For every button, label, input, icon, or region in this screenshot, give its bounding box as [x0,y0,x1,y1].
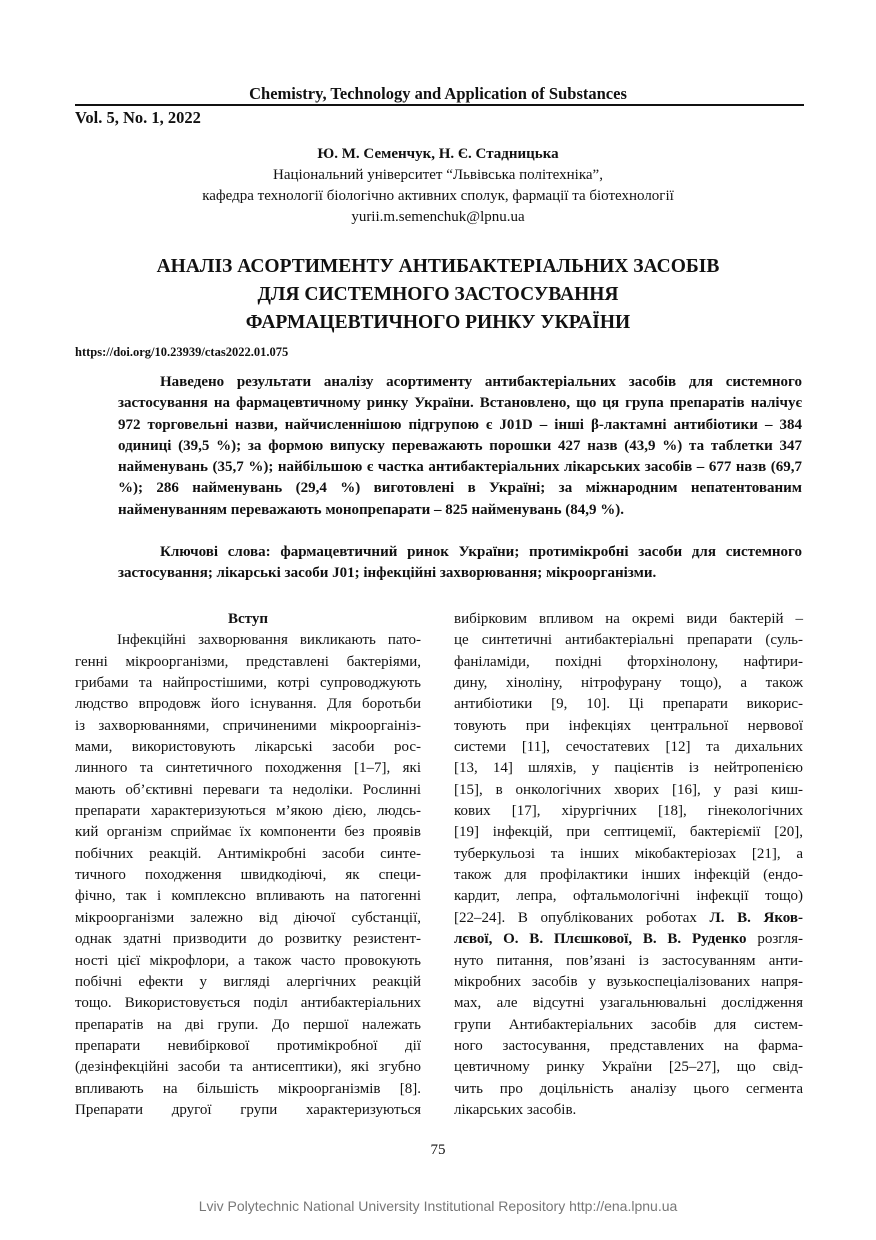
text-line: впливають на більшість мікроорганізмів [8]. [75,1080,421,1097]
title-line-3: ФАРМАЦЕВТИЧНОГО РИНКУ УКРАЇНИ [245,312,631,333]
text-line: мікроорганізми залежно від діючої субстанції, [75,909,421,926]
text-line: мами, використовують лікарські засоби рос- [75,739,421,756]
text-line: кових [17], хірургічних [18], гінекологічних [454,803,803,820]
paper-title [0,253,876,337]
text-line: туберкульозі та інших мікобактеріозах [21], а [454,845,803,862]
text-line: генні мікроорганізми, представлені бактеріями, [75,653,421,670]
text-line: системи [11], сечостатевих [12] та дихальних [454,739,803,756]
text-line: (дезінфекційні засоби та антисептики), які згубно [75,1059,421,1076]
doi-link[interactable]: https://doi.org/10.23939/ctas2022.01.075 [75,345,289,359]
text-line: побічних реакцій. Антимікробні засоби синте- [75,845,421,862]
keywords-text: Ключові слова: фармацевтичний ринок України; протимікробні засоби для системного застосування; лікарські засоби J01; інфекційні захворювання; мікроорганізми. [118,544,802,582]
text-line: тощо. Використовується поділ антибактеріальних [75,995,421,1012]
text-fragment: розгля- [757,931,804,948]
text-line: людство впродовж його існування. Для боротьби [75,696,421,713]
text-line: фаніламіди, похідні фторхінолону, нафтири- [454,653,803,670]
text-line: лікарських засобів. [454,1101,577,1118]
text-line: побічні ефекти у вигляді алергічних реакцій [75,973,421,990]
text-line: мають об’єктивні переваги та недоліки. Рослинні [75,781,421,798]
text-line: кардит, лепра, офтальмологічні інфекції тощо) [454,888,803,905]
page-number: 75 [430,1142,446,1158]
text-line: кий організм сприймає їх компоненти без проявів [75,824,421,841]
text-fragment: [22–24]. В опублікованих роботах [454,909,697,926]
abstract-text: Наведено результати аналізу асортименту антибактеріальних засобів для системного застосування на фармацевтичному ринку України. Встановлено, що ця група препаратів налічує 972 торговельні назви, найчисленнішою підгрупою є J01D – інші β-лактамні антибіотики – 384 одиниці (39,5 %); за формою випуску переважають порошки 427 назв (43,9 %) та таблетки 347 найменувань (35,7 %); найбільшою є частка антибактеріальних лікарських засобів – 677 назв (69,7 %); 286 найменувань (29,4 %) виготовлені в Україні; за міжнародним непатентованим найменуванням переважають монопрепарати – 825 найменувань (84,9 %). [118,374,802,518]
text-line: Інфекційні захворювання викликають пато- [117,632,421,649]
author-names-bold: Л. В. Яков- [709,909,803,926]
keywords [118,542,802,585]
text-line: [15], в онкологічних хворих [16], у разі киш- [454,781,803,798]
title-line-2: ДЛЯ СИСТЕМНОГО ЗАСТОСУВАННЯ [257,284,619,305]
text-line: із захворюваннями, спричиненими мікрооргаініз- [75,717,421,734]
text-line: вибірковим впливом на окремі види бактерій – [454,611,803,627]
journal-title: Chemistry, Technology and Application of Substances [249,84,627,103]
text-line: мах, але відсутні узагальнювальні дослідження [454,995,803,1012]
volume-info: Vol. 5, No. 1, 2022 [75,108,201,127]
text-line: грибами та найпростішими, котрі супроводжують [75,675,421,692]
text-line: антибіотики [9, 10]. Ці препарати викорис- [454,696,803,713]
text-line: дину, хіноліну, нітрофурану тощо), а також [454,675,803,692]
author-names-bold: лєвої, О. В. Плєшкової, В. В. Руденко [454,931,747,948]
text-line: нуто питання, пов’язані із застосуванням анти- [454,952,803,969]
text-line: ного застосування, представлених на фарма- [454,1037,803,1054]
authors: Ю. М. Семенчук, Н. Є. Стадницька [317,146,559,162]
text-line: препарати характеризуються м’якою дією, людсь- [75,803,421,820]
text-line: тичного походження швидкодіючі, як специ- [75,867,421,884]
text-line: чить про доцільність аналізу цього сегмента [454,1080,803,1097]
left-column [75,609,421,1121]
section-heading: Вступ [228,611,268,627]
text-line: також для профілактики інших інфекцій (ендо- [454,867,803,884]
author-email: yurii.m.semenchuk@lpnu.ua [351,209,525,225]
text-line: мікробних засобів у вузькоспеціалізованих напря- [454,973,803,990]
title-line-1: АНАЛІЗ АСОРТИМЕНТУ АНТИБАКТЕРІАЛЬНИХ ЗАСОБІВ [156,256,720,277]
text-line [454,929,803,950]
repository-footer: Lviv Polytechnic National University Institutional Repository http://ena.lpnu.ua [198,1198,678,1214]
affiliation-university: Національний університет “Львівська політехніка”, [273,167,603,183]
affiliation-department: кафедра технології біологічно активних сполук, фармації та біотехнології [202,188,674,204]
text-line: фічно, так і комплексно впливають на патогенні [75,888,421,905]
text-line: товують при інфекціях центральної нервової [454,717,803,734]
text-line: цевтичному ринку України [25–27], що свід- [454,1059,803,1076]
text-line: препарати невибіркової протимікробної дії [75,1037,421,1054]
text-line: ності цієї мікрофлори, а також часто провокують [75,952,421,969]
text-line: однак здатні призводити до розвитку резистент- [75,931,421,948]
header-rule [75,104,804,106]
right-column [454,609,803,1121]
text-line [454,908,803,929]
abstract [118,372,802,521]
text-line: препаратів на дві групи. До першої належать [75,1016,421,1033]
text-line: [13, 14] шляхів, у пацієнтів із нейтропенією [454,760,803,777]
text-line: групи Антибактеріальних засобів для систем- [454,1016,803,1033]
text-line: линного та синтетичного походження [1–7], які [75,760,421,777]
text-line: це синтетичні антибактеріальні препарати (суль- [454,632,803,649]
text-line: [19] інфекцій, при септицемії, бактеріємії [20], [454,824,803,841]
text-line: Препарати другої групи характеризуються [75,1101,421,1118]
